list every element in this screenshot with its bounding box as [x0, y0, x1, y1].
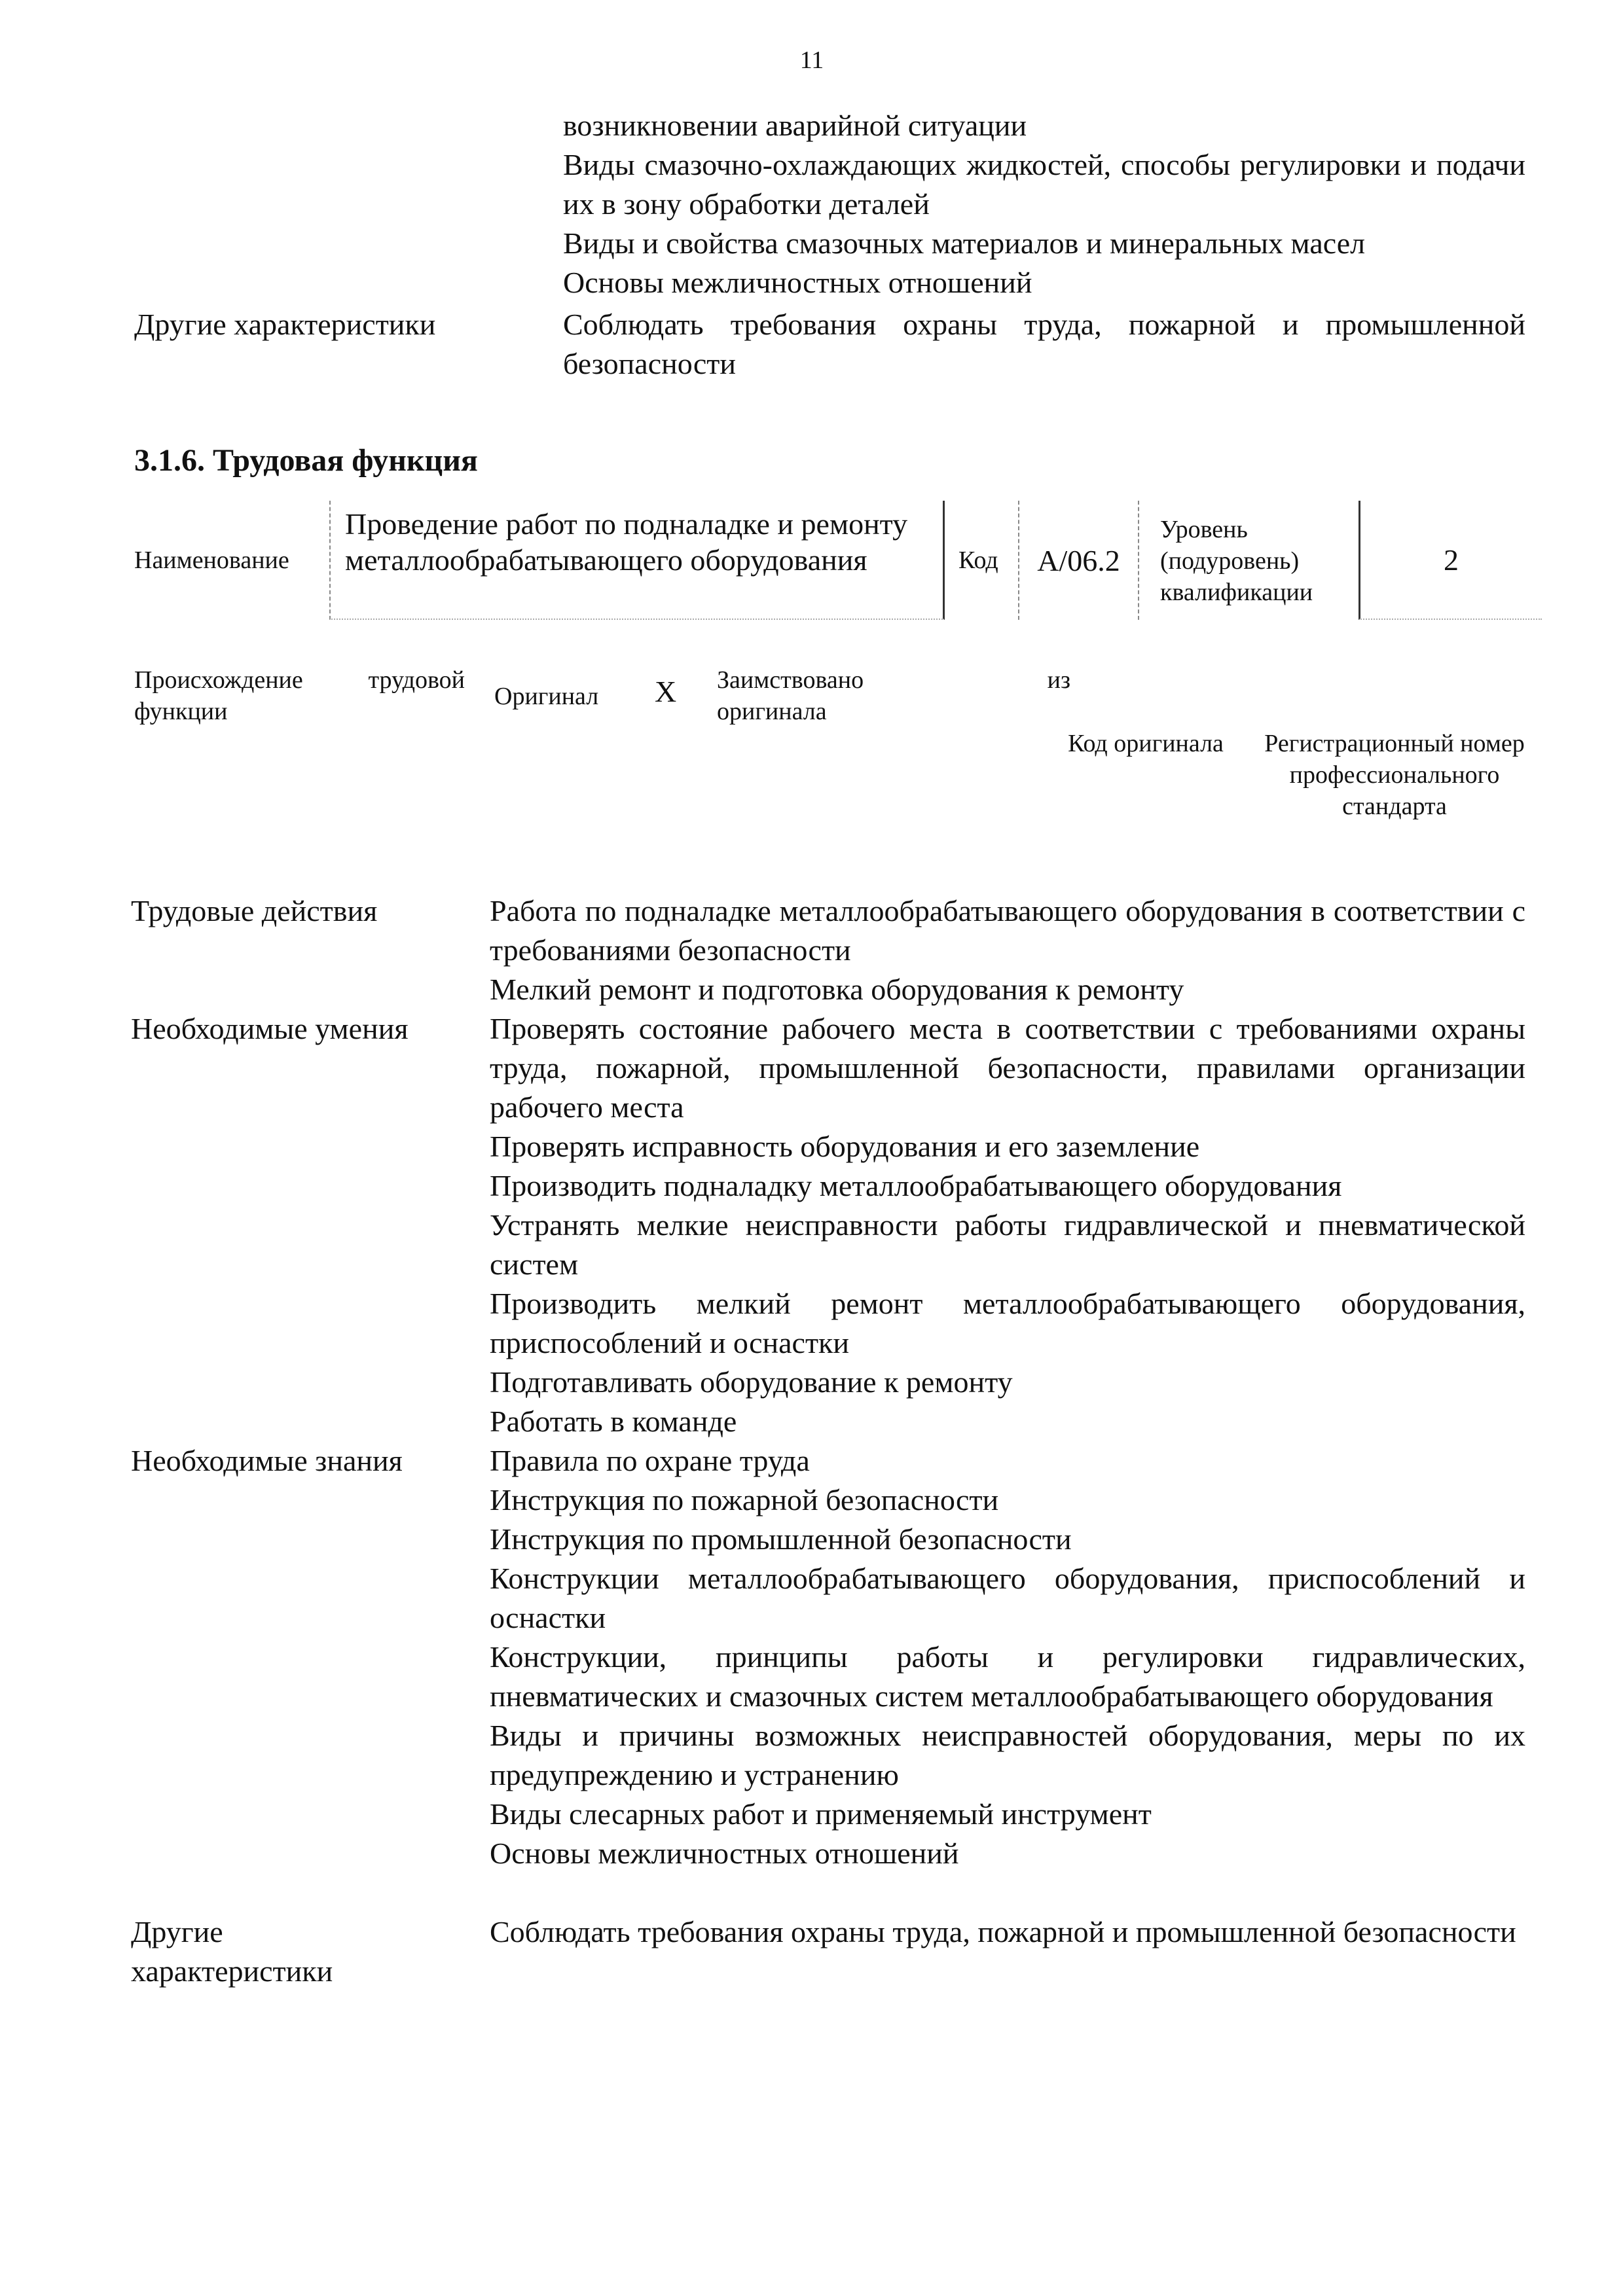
code-of-original-label: Код оригинала — [1068, 730, 1224, 757]
list-item: Конструкции металлообрабатывающего оборудования, приспособлений и оснастки — [490, 1562, 1525, 1634]
list-item: Виды слесарных работ и применяемый инструмент — [490, 1797, 1152, 1831]
list-item: Конструкции, принципы работы и регулировки гидравлических, пневматических и смазочных систем металлообрабатывающего оборудования — [490, 1640, 1525, 1713]
top-knowledge-list — [563, 106, 1525, 302]
list-item: Мелкий ремонт и подготовка оборудования к ремонту — [490, 973, 1184, 1006]
name-value: Проведение работ по подналадке и ремонту металлообрабатывающего оборудования — [329, 501, 945, 620]
reg-number-label: Регистрационный номер профессионального стандарта — [1264, 730, 1525, 820]
top-other-text: Соблюдать требования охраны труда, пожарной и промышленной безопасности — [563, 308, 1525, 380]
knowledge-label: Необходимые знания — [131, 1444, 403, 1477]
list-item: Проверять состояние рабочего места в соответствии с требованиями охраны труда, пожарной, промышленной безопасности, правилами организации рабочего места — [490, 1012, 1525, 1124]
page-number: 11 — [799, 46, 824, 74]
skills-label: Необходимые умения — [131, 1012, 409, 1045]
top-other-label: Другие характеристики — [134, 308, 436, 341]
list-item: Работать в команде — [490, 1405, 737, 1438]
other-label: Другие характеристики — [131, 1915, 333, 1988]
level-label: Уровень (подуровень) квалификации — [1160, 516, 1313, 606]
list-item: Проверять исправность оборудования и его заземление — [490, 1130, 1200, 1163]
code-label: Код — [958, 547, 998, 574]
list-item: Виды смазочно-охлаждающих жидкостей, способы регулировки и подачи их в зону обработки деталей — [563, 148, 1525, 221]
original-label: Оригинал — [494, 683, 599, 710]
list-item: Работа по подналадке металлообрабатывающего оборудования в соответствии с требованиями безопасности — [490, 894, 1525, 967]
list-item: Инструкция по пожарной безопасности — [490, 1483, 999, 1516]
list-item: Виды и причины возможных неисправностей оборудования, меры по их предупреждению и устранению — [490, 1719, 1525, 1791]
list-item: Устранять мелкие неисправности работы гидравлической и пневматической систем — [490, 1208, 1525, 1281]
list-item: Подготавливать оборудование к ремонту — [490, 1365, 1013, 1399]
list-item: Правила по охране труда — [490, 1444, 810, 1477]
actions-label: Трудовые действия — [131, 894, 378, 927]
origin-label: Происхождение трудовой функции — [134, 666, 465, 725]
list-item: Основы межличностных отношений — [563, 266, 1032, 299]
list-item: Производить подналадку металлообрабатывающего оборудования — [490, 1169, 1342, 1202]
skills-list — [490, 1009, 1525, 1441]
list-item: Производить мелкий ремонт металлообрабатывающего оборудования, приспособлений и оснастки — [490, 1287, 1525, 1359]
list-item: Виды и свойства смазочных материалов и минеральных масел — [563, 226, 1366, 260]
original-mark: X — [655, 675, 677, 708]
list-item: Основы межличностных отношений — [490, 1837, 959, 1870]
list-item: возникновении аварийной ситуации — [563, 109, 1027, 142]
borrowed-label: Заимствовано из оригинала — [717, 666, 1070, 725]
list-item: Инструкция по промышленной безопасности — [490, 1522, 1072, 1556]
code-value: А/06.2 — [1018, 501, 1139, 620]
section-title: 3.1.6. Трудовая функция — [134, 443, 478, 478]
level-value: 2 — [1359, 501, 1542, 620]
actions-list — [490, 891, 1525, 1009]
knowledge-list — [490, 1441, 1525, 1873]
other-text: Соблюдать требования охраны труда, пожарной и промышленной безопасности — [490, 1915, 1516, 1948]
name-label: Наименование — [134, 547, 289, 574]
